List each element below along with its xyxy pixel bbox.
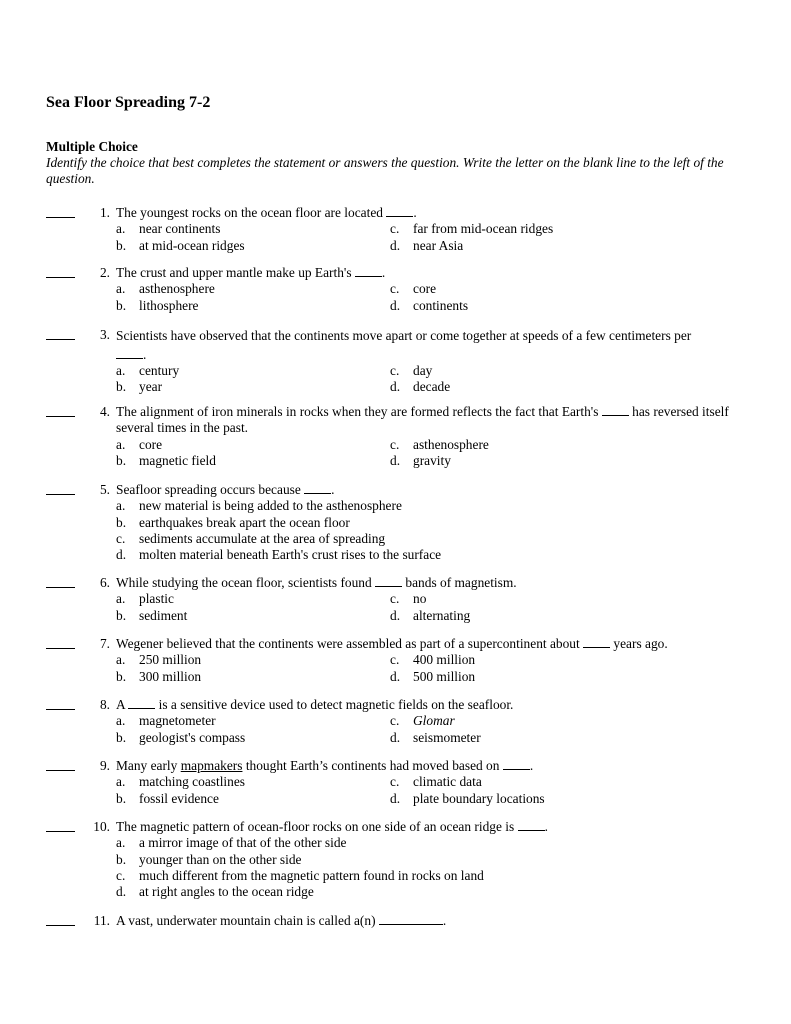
answer-blank-6[interactable] bbox=[46, 587, 75, 588]
choice-c: c. far from mid-ocean ridges bbox=[390, 221, 554, 237]
choice-d: d. plate boundary locations bbox=[390, 790, 545, 806]
fill-blank bbox=[128, 697, 155, 709]
choice-c: c. Glomar bbox=[390, 713, 455, 729]
choice-b: b. at mid-ocean ridges bbox=[116, 237, 245, 253]
choice-a: a. century bbox=[116, 363, 180, 378]
question-stem: While studying the ocean floor, scientists found bands of magnetism. bbox=[116, 575, 517, 590]
choices bbox=[46, 363, 746, 396]
choice-a: a. matching coastlines bbox=[116, 774, 245, 790]
answer-blank-7[interactable] bbox=[46, 648, 75, 649]
question-stem: The alignment of iron minerals in rocks when they are formed reflects the fact that Earth's has reversed itself several times in the past. bbox=[116, 404, 729, 436]
answer-blank-2[interactable] bbox=[46, 277, 75, 278]
fill-blank bbox=[602, 404, 629, 416]
choices bbox=[46, 713, 746, 746]
question-stem: Seafloor spreading occurs because . bbox=[116, 482, 335, 497]
question-4 bbox=[46, 404, 746, 469]
choice-d: d. decade bbox=[390, 379, 451, 395]
choice-b: b. earthquakes break apart the ocean floor bbox=[116, 514, 350, 530]
choice-d: d. alternating bbox=[390, 607, 471, 623]
question-number: 2. bbox=[99, 265, 110, 280]
choice-c: c. asthenosphere bbox=[390, 436, 489, 452]
choice-a: a. 250 million bbox=[116, 652, 202, 668]
choice-d: d. near Asia bbox=[390, 237, 464, 253]
choice-d: d. 500 million bbox=[390, 668, 476, 684]
fill-blank bbox=[375, 575, 402, 587]
answer-blank-8[interactable] bbox=[46, 709, 75, 710]
fill-blank bbox=[518, 819, 545, 831]
choice-d: d. continents bbox=[390, 297, 469, 313]
question-number: 10. bbox=[93, 819, 110, 834]
question-stem: A is a sensitive device used to detect magnetic fields on the seafloor. bbox=[116, 697, 514, 712]
choice-c: c. day bbox=[390, 363, 433, 378]
answer-blank-3[interactable] bbox=[46, 339, 75, 340]
choice-c: c. climatic data bbox=[390, 774, 482, 790]
choice-a: a. a mirror image of that of the other side bbox=[116, 835, 347, 851]
question-stem: Wegener believed that the continents were assembled as part of a supercontinent about years ago. bbox=[116, 636, 668, 651]
fill-blank bbox=[116, 347, 143, 359]
question-stem: The magnetic pattern of ocean-floor rocks on one side of an ocean ridge is . bbox=[116, 819, 548, 834]
question-6 bbox=[46, 575, 746, 624]
choice-b: b. 300 million bbox=[116, 668, 202, 684]
choice-b: b. fossil evidence bbox=[116, 790, 219, 806]
answer-blank-11[interactable] bbox=[46, 925, 75, 926]
choices bbox=[46, 835, 746, 900]
choice-a: a. new material is being added to the asthenosphere bbox=[116, 498, 402, 514]
choice-a: a. near continents bbox=[116, 221, 221, 237]
choices bbox=[46, 591, 746, 624]
answer-blank-1[interactable] bbox=[46, 217, 75, 218]
choices bbox=[46, 498, 746, 563]
choice-c: c. much different from the magnetic pattern found in rocks on land bbox=[116, 867, 484, 883]
choices bbox=[46, 652, 746, 685]
question-number: 3. bbox=[99, 327, 110, 342]
fill-blank bbox=[386, 205, 413, 217]
underlined-term: mapmakers bbox=[180, 758, 243, 773]
answer-blank-4[interactable] bbox=[46, 416, 75, 417]
question-9 bbox=[46, 758, 746, 807]
choice-a: a. plastic bbox=[116, 591, 174, 607]
question-stem: The crust and upper mantle make up Earth's . bbox=[116, 265, 386, 280]
choice-b: b. younger than on the other side bbox=[116, 851, 302, 867]
instructions: Identify the choice that best completes the statement or answers the question. Write the letter on the blank line to the left of the question. bbox=[46, 155, 724, 187]
section-heading: Multiple Choice bbox=[46, 139, 138, 154]
choice-d: d. gravity bbox=[390, 452, 451, 468]
question-number: 7. bbox=[99, 636, 110, 651]
question-stem: Scientists have observed that the continents move apart or come together at speeds of a few centimeters per . bbox=[116, 328, 692, 362]
choices bbox=[46, 774, 746, 807]
choice-b: b. geologist's compass bbox=[116, 729, 246, 745]
question-1 bbox=[46, 205, 746, 254]
fill-blank bbox=[503, 758, 530, 770]
choice-a: a. magnetometer bbox=[116, 713, 216, 729]
choice-b: b. year bbox=[116, 379, 163, 395]
question-5 bbox=[46, 482, 746, 563]
choice-b: b. magnetic field bbox=[116, 452, 216, 468]
choice-c: c. no bbox=[390, 591, 427, 607]
choice-c: c. sediments accumulate at the area of spreading bbox=[116, 530, 386, 546]
choices bbox=[46, 437, 746, 470]
answer-blank-10[interactable] bbox=[46, 831, 75, 832]
choice-d: d. seismometer bbox=[390, 729, 481, 745]
choice-d: d. molten material beneath Earth's crust rises to the surface bbox=[116, 547, 442, 563]
question-8 bbox=[46, 697, 746, 746]
question-10 bbox=[46, 819, 746, 900]
choice-c: c. core bbox=[390, 281, 437, 297]
choice-c: c. 400 million bbox=[390, 652, 476, 668]
fill-blank bbox=[583, 636, 610, 648]
choices bbox=[46, 221, 746, 254]
question-number: 4. bbox=[99, 404, 110, 419]
question-3 bbox=[46, 327, 746, 396]
question-number: 11. bbox=[93, 913, 110, 928]
choice-d: d. at right angles to the ocean ridge bbox=[116, 884, 314, 900]
question-stem: The youngest rocks on the ocean floor are located . bbox=[116, 205, 417, 220]
answer-blank-9[interactable] bbox=[46, 770, 75, 771]
question-7 bbox=[46, 636, 746, 685]
question-number: 8. bbox=[99, 697, 110, 712]
fill-blank bbox=[355, 265, 382, 277]
fill-blank bbox=[304, 482, 331, 494]
question-stem: Many early mapmakers thought Earth’s continents had moved based on . bbox=[116, 758, 534, 773]
document-title: Sea Floor Spreading 7-2 bbox=[46, 94, 211, 111]
fill-blank bbox=[379, 913, 443, 925]
choice-a: a. asthenosphere bbox=[116, 281, 215, 297]
question-number: 1. bbox=[99, 205, 110, 220]
question-11 bbox=[46, 913, 746, 929]
answer-blank-5[interactable] bbox=[46, 494, 75, 495]
choices bbox=[46, 281, 746, 314]
question-number: 6. bbox=[99, 575, 110, 590]
choice-a: a. core bbox=[116, 436, 163, 452]
choice-b: b. sediment bbox=[116, 607, 188, 623]
question-2 bbox=[46, 265, 746, 314]
choice-b: b. lithosphere bbox=[116, 297, 199, 313]
question-stem: A vast, underwater mountain chain is called a(n) . bbox=[116, 913, 447, 928]
question-number: 5. bbox=[99, 482, 110, 497]
question-number: 9. bbox=[99, 758, 110, 773]
